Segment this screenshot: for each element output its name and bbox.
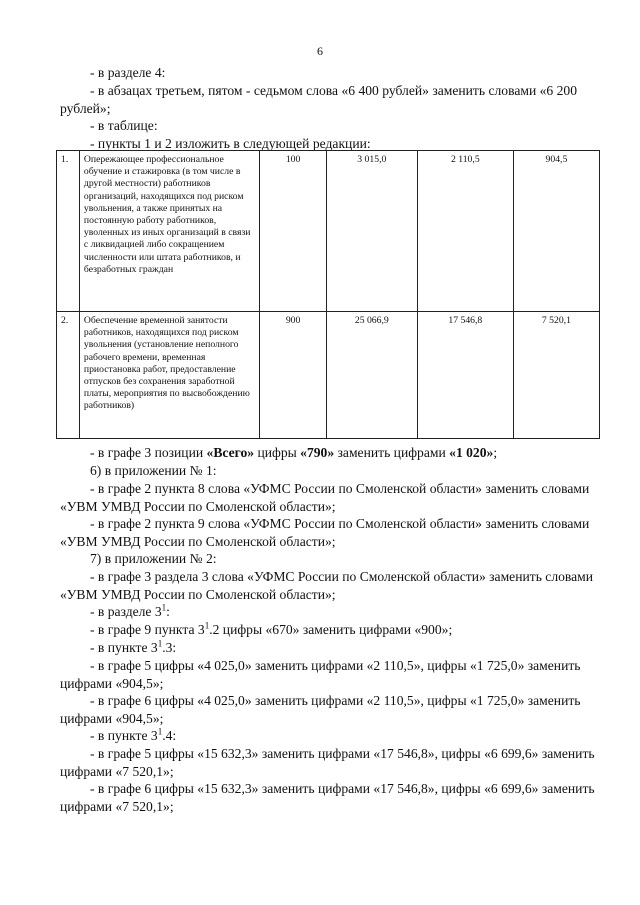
row-col5: 17 546,8 xyxy=(417,312,513,439)
row-number: 1. xyxy=(57,151,80,312)
table-row xyxy=(57,312,600,439)
paragraph-item-3-1-3: - в пункте $3^1.3$: xyxy=(90,638,177,655)
row-col3: 100 xyxy=(260,151,326,312)
paragraph-item-9: - в графе 2 пункта 9 слова «УФМС России по Смоленской области» заменить словами «УВМ УМВД России по Смоленской области»; xyxy=(60,516,590,549)
paragraph-col6-4: - в графе 6 цифры «15 632,3» заменить цифрами «17 546,8», цифры «6 699,6» заменить цифрами «7 520,1»; xyxy=(60,781,595,814)
row-description: Опережающее профессиональное обучение и стажировка (в том числе в другой местности) работников организаций, находящихся под риском увольнения, а также принятых на постоянную работу работников, уволенных из иных организаций в связи с ликвидацией либо сокращением численности или штата работников, и безработных граждан xyxy=(79,151,260,312)
row-description: Обеспечение временной занятости работников, находящихся под риском увольнения (установление неполного рабочего времени, временная приостановка работ, предоставление отпусков без сохранения заработной платы, мероприятия по высвобождению работников) xyxy=(79,312,260,439)
intro-line-2: - в абзацах третьем, пятом - седьмом слова «6 400 рублей» заменить словами «6 200 рублей»; xyxy=(60,83,578,116)
paragraph-col5-4: - в графе 5 цифры «15 632,3» заменить цифрами «17 546,8», цифры «6 699,6» заменить цифрами «7 520,1»; xyxy=(60,746,595,779)
intro-line-1: - в разделе 4: xyxy=(90,65,166,80)
row-col6: 904,5 xyxy=(513,151,599,312)
row-col6: 7 520,1 xyxy=(513,312,599,439)
row-col4: 3 015,0 xyxy=(326,151,417,312)
paragraph-section-3-1: - в разделе $3^1$: xyxy=(90,602,170,619)
paragraph-item-8: - в графе 2 пункта 8 слова «УФМС России по Смоленской области» заменить словами «УВМ УМВД России по Смоленской области»; xyxy=(60,481,590,514)
intro-line-3: - в таблице: xyxy=(90,118,158,133)
paragraph-item-3-1-4: - в пункте $3^1.4$: xyxy=(90,726,177,743)
paragraph-total: - в графе 3 позиции «Всего» цифры «790» заменить цифрами «1 020»; xyxy=(90,445,498,460)
intro-line-4: - пункты 1 и 2 изложить в следующей редакции: xyxy=(90,136,371,151)
paragraph-col6-3: - в графе 6 цифры «4 025,0» заменить цифрами «2 110,5», цифры «1 725,0» заменить цифрами «904,5»; xyxy=(60,693,581,726)
paragraph-appendix-2: 7) в приложении № 2: xyxy=(90,551,217,566)
amendment-table xyxy=(56,150,600,439)
paragraph-item-3-1-2: - в графе 9 пункта $3^1.2$ цифры «670» заменить цифрами «900»; xyxy=(90,620,453,637)
table-row xyxy=(57,151,600,312)
paragraph-appendix-1: 6) в приложении № 1: xyxy=(90,463,217,478)
row-col5: 2 110,5 xyxy=(417,151,513,312)
page-number: 6 xyxy=(317,44,323,58)
paragraph-section-3: - в графе 3 раздела 3 слова «УФМС России по Смоленской области» заменить словами «УВМ УМВД России по Смоленской области»; xyxy=(60,569,594,602)
row-number: 2. xyxy=(57,312,80,439)
row-col4: 25 066,9 xyxy=(326,312,417,439)
row-col3: 900 xyxy=(260,312,326,439)
paragraph-col5-3: - в графе 5 цифры «4 025,0» заменить цифрами «2 110,5», цифры «1 725,0» заменить цифрами «904,5»; xyxy=(60,658,581,691)
